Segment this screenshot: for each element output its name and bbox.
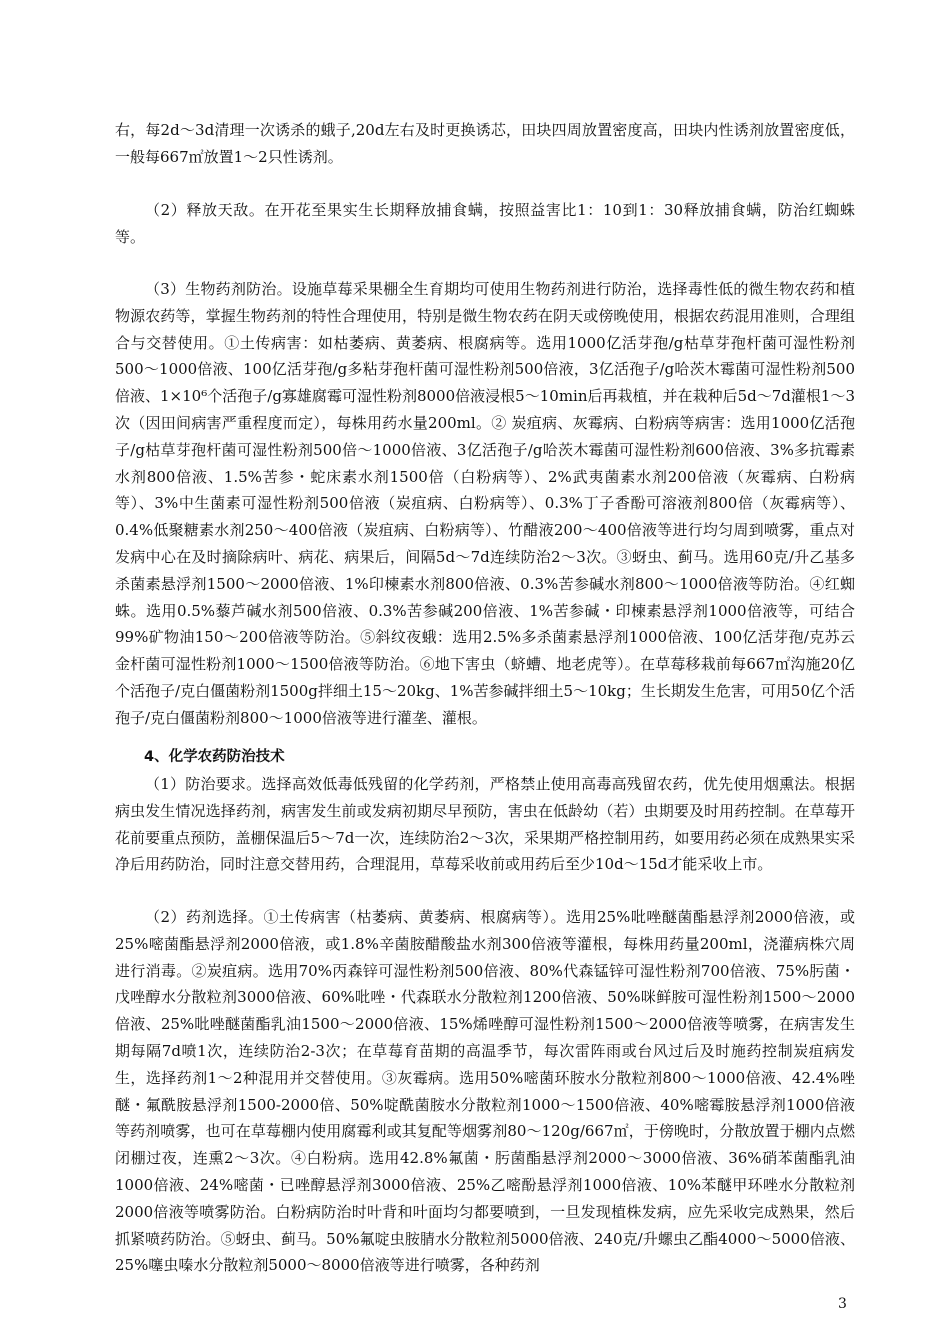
- paragraph-pesticide-selection: （2）药剂选择。①土传病害（枯萎病、黄萎病、根腐病等）。选用25%吡唑醚菌酯悬浮剂2000倍液，或25%嘧菌酯悬浮剂2000倍液，或1.8%辛菌胺醋酸盐水剂300倍液等灌根，每株用药量200ml，浇灌病株穴周进行消毒。②炭疽病。选用70%丙森锌可湿性粉剂500倍液、80%代森锰锌可湿性粉剂700倍液、75%肟菌・戊唑醇水分散粒剂3000倍液、60%吡唑・代森联水分散粒剂1200倍液、50%咪鲜胺可湿性粉剂1500～2000倍液、25%吡唑醚菌酯乳油1500～2000倍液、15%烯唑醇可湿性粉剂1500～2000倍液等喷雾，在病害发生期每隔7d喷1次，连续防治2-3次；在草莓育苗期的高温季节，每次雷阵雨或台风过后及时施药控制炭疽病发生，选择药剂1～2种混用并交替使用。③灰霉病。选用50%嘧菌环胺水分散粒剂800～1000倍液、42.4%唑醚・氟酰胺悬浮剂1500-2000倍、50%啶酰菌胺水分散粒剂1000～1500倍液、40%嘧霉胺悬浮剂1000倍液等药剂喷雾，也可在草莓棚内使用腐霉利或其复配等烟雾剂80～120g/667㎡，于傍晚时，分散放置于棚内点燃闭棚过夜，连熏2～3次。④白粉病。选用42.8%氟菌・肟菌酯悬浮剂2000～3000倍液、36%硝苯菌酯乳油1000倍液、24%嘧菌・已唑醇悬浮剂3000倍液、25%乙嘧酚悬浮剂1000倍液、10%苯醚甲环唑水分散粒剂2000倍液等喷雾防治。白粉病防治时叶背和叶面均匀都要喷到，一旦发现植株发病，应先采收完成熟果，然后抓紧喷药防治。⑤蚜虫、蓟马。50%氟啶虫胺腈水分散粒剂5000倍液、240克/升螺虫乙酯4000～5000倍液、25%噻虫嗪水分散粒剂5000～8000倍液等进行喷雾，各种药剂: [115, 908, 855, 1275]
- section-heading-chemical-control: 4、化学农药防治技术: [144, 749, 285, 765]
- paragraph-sex-attractant-continuation: 右，每2d～3d清理一次诱杀的蛾子,20d左右及时更换诱芯，田块四周放置密度高，田块内性诱剂放置密度低，一般每667㎡放置1～2只性诱剂。: [115, 121, 855, 166]
- paragraph-natural-enemies: （2）释放天敌。在开花至果实生长期释放捕食螨，按照益害比1：10到1：30释放捕食螨，防治红蜘蛛等。: [115, 201, 855, 246]
- paragraph-biological-pesticides: （3）生物药剂防治。设施草莓采果棚全生育期均可使用生物药剂进行防治，选择毒性低的微生物农药和植物源农药等，掌握生物药剂的特性合理使用，特别是微生物农药在阴天或傍晚使用，根据农药混用准则，合理组合与交替使用。①土传病害：如枯萎病、黄萎病、根腐病等。选用1000亿活芽孢/g枯草芽孢杆菌可湿性粉剂500～1000倍液、100亿活芽孢/g多粘芽孢杆菌可湿性粉剂500倍液，3亿活孢子/g哈茨木霉菌可湿性粉剂500倍液、1×10⁶个活孢子/g寡雄腐霉可湿性粉剂8000倍液浸根5～10min后再栽植，并在栽种后5d～7d灌根1～3次（因田间病害严重程度而定），每株用药水量200ml。② 炭疽病、灰霉病、白粉病等病害：选用1000亿活孢子/g枯草芽孢杆菌可湿性粉剂500倍～1000倍液、3亿活孢子/g哈茨木霉菌可湿性粉剂600倍液、3%多抗霉素水剂800倍液、1.5%苦参・蛇床素水剂1500倍（白粉病等）、2%武夷菌素水剂200倍液（灰霉病、白粉病等）、3%中生菌素可湿性粉剂500倍液（炭疽病、白粉病等）、0.3%丁子香酚可溶液剂800倍（灰霉病等）、0.4%低聚糖素水剂250～400倍液（炭疽病、白粉病等）、竹醋液200～400倍液等进行均匀周到喷雾，重点对发病中心在及时摘除病叶、病花、病果后，间隔5d～7d连续防治2～3次。③蚜虫、蓟马。选用60克/升乙基多杀菌素悬浮剂1500～2000倍液、1%印楝素水剂800倍液、0.3%苦参碱水剂800～1000倍液等防治。④红蜘蛛。选用0.5%藜芦碱水剂500倍液、0.3%苦参碱200倍液、1%苦参碱・印楝素悬浮剂1000倍液等，可结合99%矿物油150～200倍液等防治。⑤斜纹夜蛾：选用2.5%多杀菌素悬浮剂1000倍液、100亿活芽孢/克苏云金杆菌可湿性粉剂1000～1500倍液等防治。⑥地下害虫（蛴螬、地老虎等）。在草莓移栽前每667㎡沟施20亿个活孢子/克白僵菌粉剂1500g拌细土15～20kg、1%苦参碱拌细土5～10kg；生长期发生危害，可用50亿个活孢子/克白僵菌粉剂800～1000倍液等进行灌垄、灌根。: [115, 280, 855, 727]
- page-number: 3: [838, 1296, 847, 1312]
- paragraph-control-requirements: （1）防治要求。选择高效低毒低残留的化学药剂，严格禁止使用高毒高残留农药，优先使用烟熏法。根据病虫发生情况选择药剂，病害发生前或发病初期尽早预防，害虫在低龄幼（若）虫期要及时用药控制。在草莓开花前要重点预防，盖棚保温后5～7d一次，连续防治2～3次，采果期严格控制用药，如要用药必须在成熟果实采净后用药防治，同时注意交替用药，合理混用，草莓采收前或用药后至少10d～15d才能采收上市。: [115, 775, 855, 874]
